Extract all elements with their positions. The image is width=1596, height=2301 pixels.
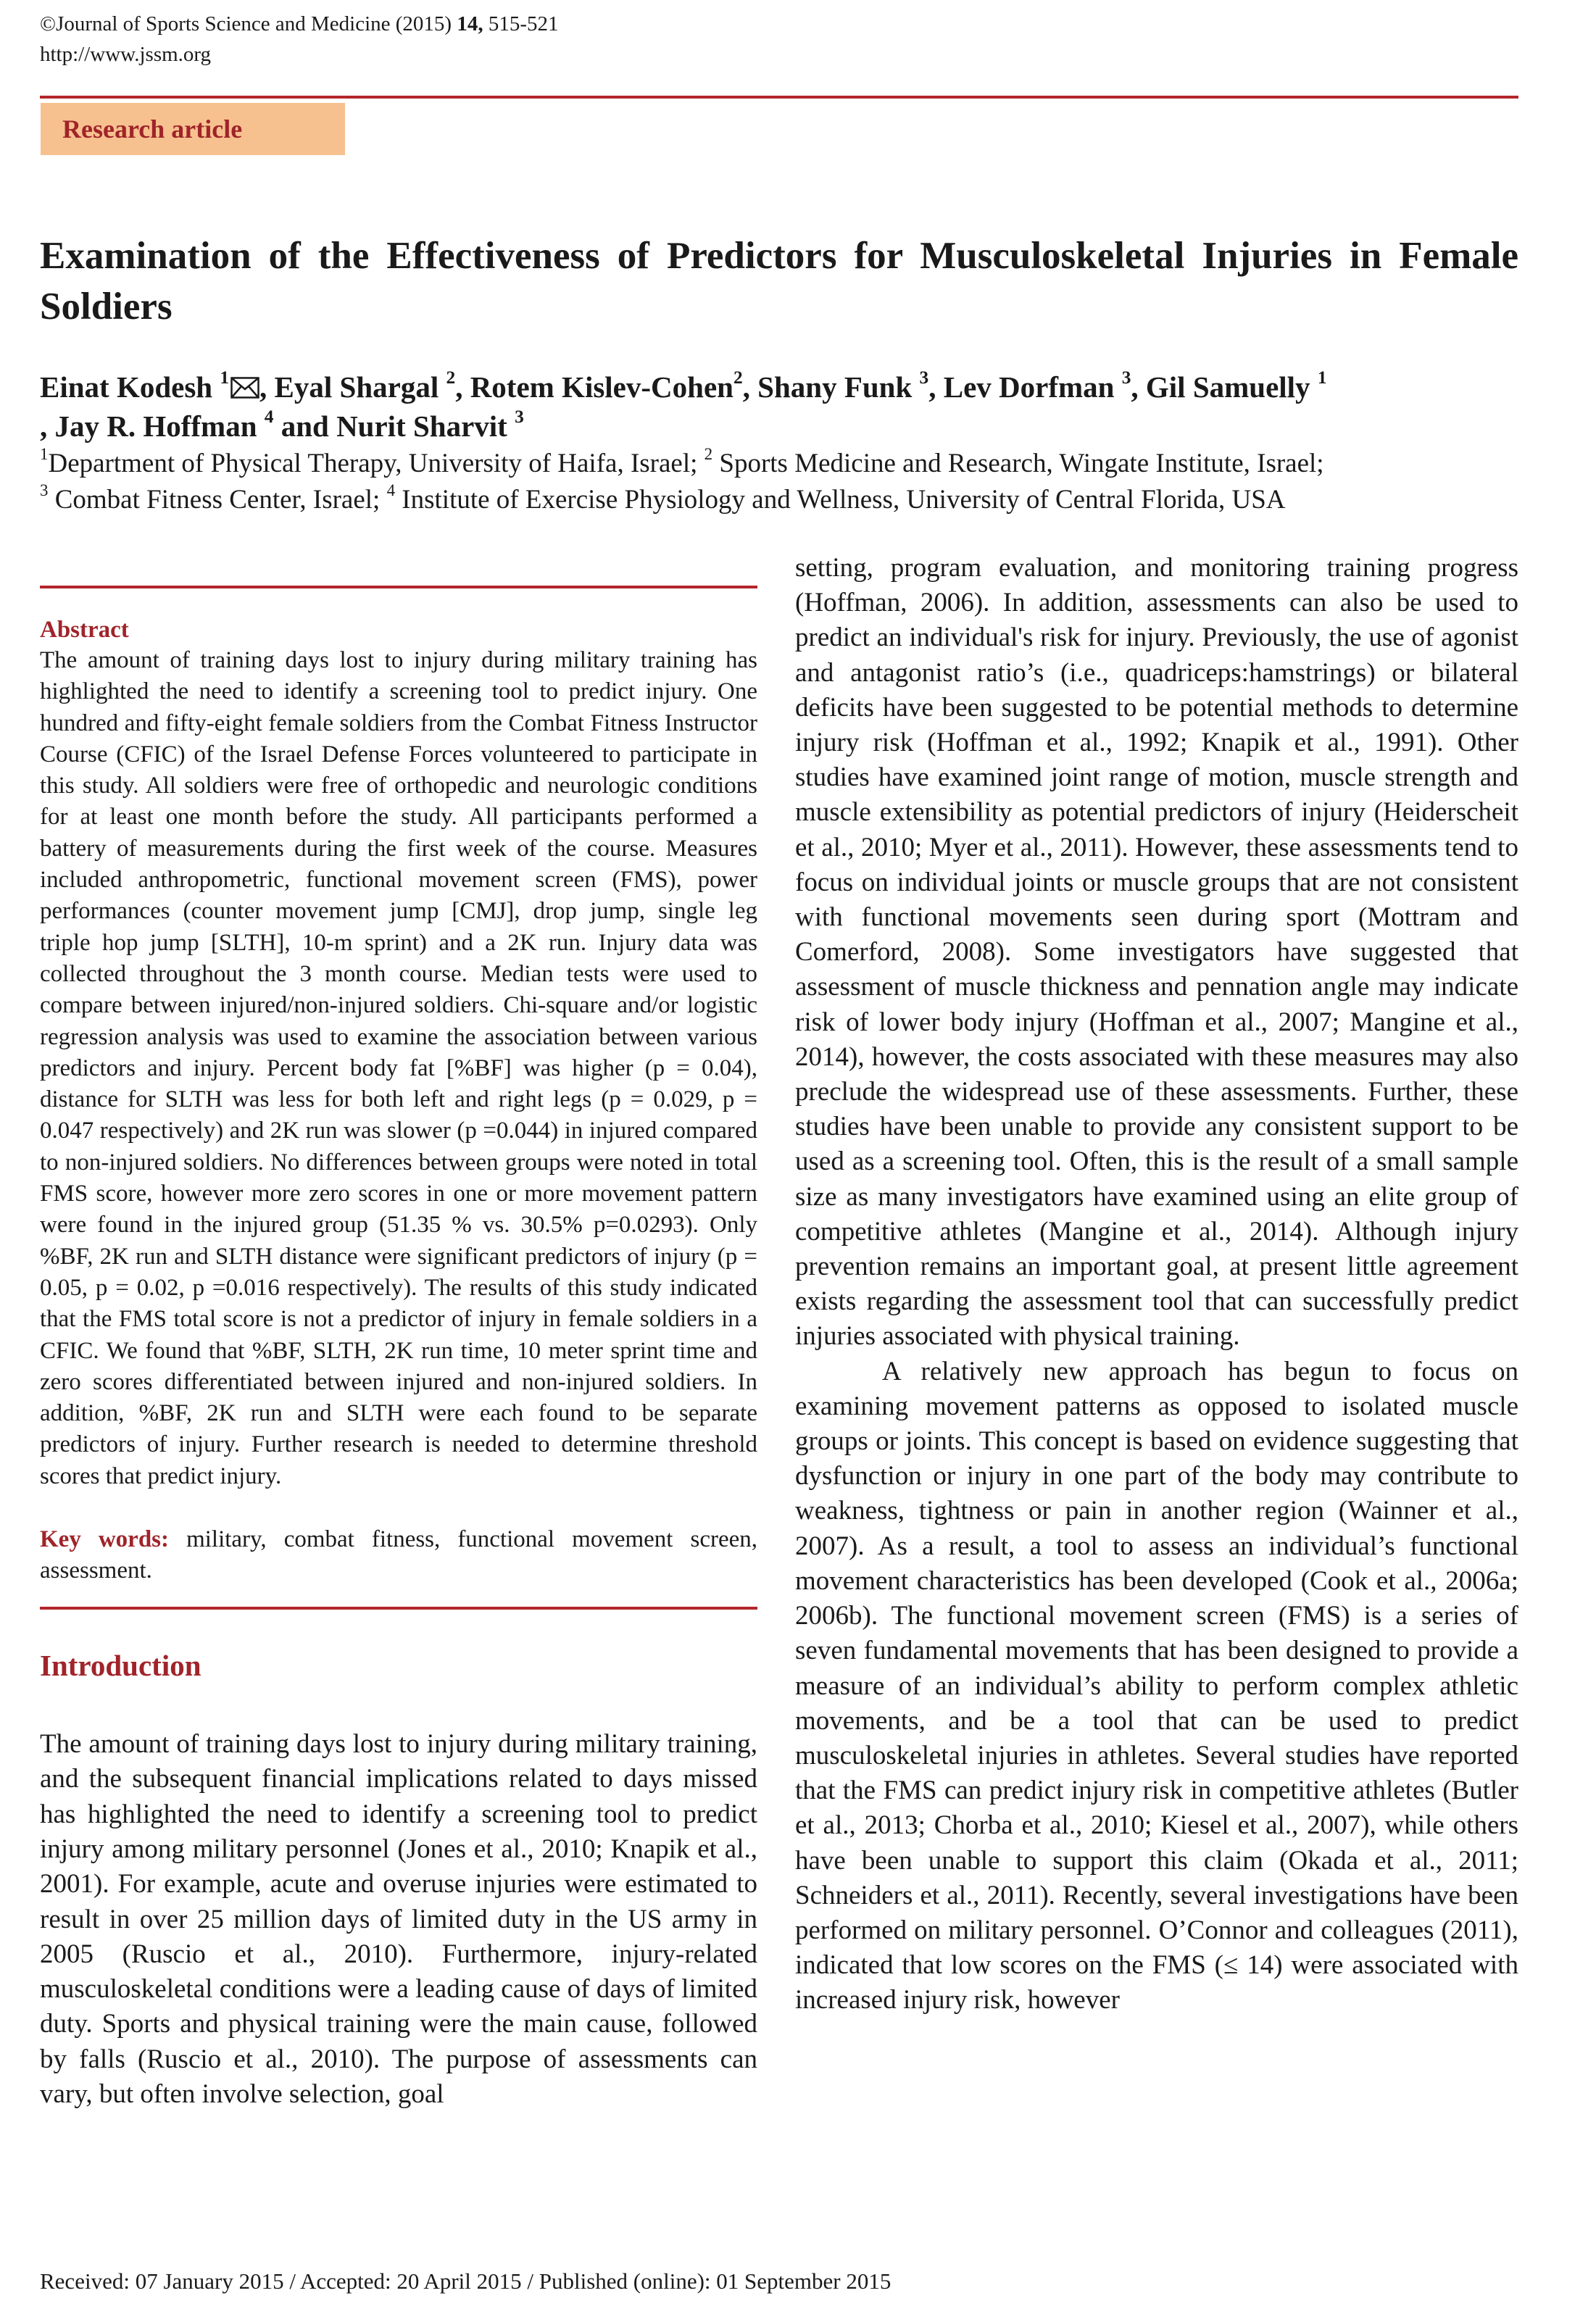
journal-url[interactable]: http://www.jssm.org [40,43,212,66]
header-rule [40,96,1518,99]
abstract-top-rule [40,586,757,588]
affiliations: $^1$Department of Physical Therapy, University of Haifa, Israel; $^2$ Sports Medicine and Research, Wingate Institute, Israel; $^3$ Combat Fitness Center, Israel; $^4$ Institute of Exercise Physiology and Wellness, University of Central Florida, USA [40,444,1324,515]
journal-header [40,9,559,70]
introduction-heading: Introduction [40,1649,201,1683]
abstract-text: The amount of training days lost to injury during military training has highlighted the need to identify a screening tool to predict injury. One hundred and fifty-eight female soldiers from the Combat Fitness Instructor Course (CFIC) of the Israel Defense Forces volunteered to participate in this study. All soldiers were free of orthopedic and neurologic conditions for at least one month before the study. All participants performed a battery of measurements during the first week of the course. Measures included anthropometric, functional movement screen (FMS), power performances (counter movement jump [CMJ], drop jump, single leg triple hop jump [SLTH], 10-m sprint) and a 2K run. Injury data was collected throughout the 3 month course. Median tests were used to compare between injured/non-injured soldiers. Chi-square and/or logistic regression analysis was used to examine the association between various predictors and injury. Percent body fat [%BF] was higher (p = 0.04), distance for SLTH was less for both left and right legs (p = 0.029, p = 0.047 respectively) and 2K run was slower (p =0.044) in injured compared to non-injured soldiers. No differences between groups were noted in total FMS score, however more zero scores in one or more movement pattern were found in the injured group (51.35 % vs. 30.5% p=0.0293). Only %BF, 2K run and SLTH distance were significant predictors of injury (p = 0.05, p = 0.02, p =0.016 respectively). The results of this study indicated that the FMS total score is not a predictor of injury in female soldiers in a CFIC. We found that %BF, SLTH, 2K run time, 10 meter sprint time and zero scores differentiated between injured and non-injured soldiers. In addition, %BF, 2K run and SLTH were each found to be separate predictors of injury. Further research is needed to determine threshold scores that predict injury. [40,647,757,1489]
right-column [795,551,1518,2018]
author-list: Einat Kodesh $^1$ , Eyal Shargal $^2$, Rotem Kislev-Cohen$^2$, Shany Funk $^3$, Lev Dorfman $^3$, Gil Samuelly $^1$ , Jay R. Hoffman $^4$ and Nurit Sharvit $^3$ [40,367,1327,443]
introduction-paragraph-1-continued: setting, program evaluation, and monitoring training progress (Hoffman, 2006). In addition, assessments can also be used to predict an individual's risk for injury. Previously, the use of agonist and antagonist ratio’s (i.e., quadriceps:hamstrings) or bilateral deficits have been suggested to be potential methods to determine injury risk (Hoffman et al., 1992; Knapik et al., 1991). Other studies have examined joint range of motion, muscle strength and muscle extensibility as potential predictors of injury (Heiderscheit et al., 2010; Myer et al., 2011). However, these assessments tend to focus on individual joints or muscle groups that are not consistent with functional movements seen during sport (Mottram and Comerford, 2008). Some investigators have suggested that assessment of muscle thickness and pennation angle may indicate risk of lower body injury (Hoffman et al., 2007; Mangine et al., 2014), however, the costs associated with these measures may also preclude the widespread use of these assessments. Further, these studies have been unable to provide any consistent support to be used as a screening tool. Often, this is the result of a small sample size as many investigators have examined using an elite group of competitive athletes (Mangine et al., 2014). Although injury prevention remains an important goal, at present little agreement exists regarding the assessment tool that can successfully predict injuries associated with physical training. [795,553,1518,1352]
keywords-label: Key words: [40,1526,170,1553]
keywords [40,1524,757,1586]
article-type-badge: Research article [41,103,345,155]
keywords-text: military, combat fitness, functional movement screen, assessment. [40,1526,758,1584]
left-column [40,586,757,2112]
journal-citation: ©Journal of Sports Science and Medicine (2015) 14, 515-521 [40,12,559,36]
envelope-icon[interactable] [230,377,259,399]
introduction-paragraph-2: A relatively new approach has begun to focus on examining movement patterns as opposed to isolated muscle groups or joints. This concept is based on evidence suggesting that dysfunction or injury in one part of the body may contribute to weakness, tightness or pain in another region (Wainner et al., 2007). As a result, a tool to assess an individual’s functional movement characteristics has been developed (Cook et al., 2006a; 2006b). The functional movement screen (FMS) is a series of seven fundamental movements that has been designed to provide a measure of an individual’s ability to perform complex athletic movements, and be a tool that can be used to predict musculoskeletal injuries in athletes. Several studies have reported that the FMS can predict injury risk in competitive athletes (Butler et al., 2013; Chorba et al., 2010; Kiesel et al., 2007), while others have been unable to support this claim (Okada et al., 2011; Schneiders et al., 2011). Recently, several investigations have been performed on military personnel. O’Connor and colleagues (2011), indicated that low scores on the FMS (≤ 14) were associated with increased injury risk, however [795,1356,1518,2015]
introduction-paragraph-1: The amount of training days lost to injury during military training, and the subsequent financial implications related to days missed has highlighted the need to identify a screening tool to predict injury among military personnel (Jones et al., 2010; Knapik et al., 2001). For example, acute and overuse injuries were estimated to result in over 25 million days of limited duty in the US army in 2005 (Ruscio et al., 2010). Furthermore, injury-related musculoskeletal conditions were a leading cause of days of limited duty. Sports and physical training were the main cause, followed by falls (Ruscio et al., 2010). The purpose of assessments can vary, but often involve selection, goal [40,1729,757,2109]
publication-dates: Received: 07 January 2015 / Accepted: 20 April 2015 / Published (online): 01 September 2015 [40,2268,891,2294]
abstract-heading: Abstract [40,617,129,643]
abstract-bottom-rule [40,1607,757,1610]
article-title: Examination of the Effectiveness of Predictors for Musculoskeletal Injuries in Female Soldiers [40,235,1518,328]
